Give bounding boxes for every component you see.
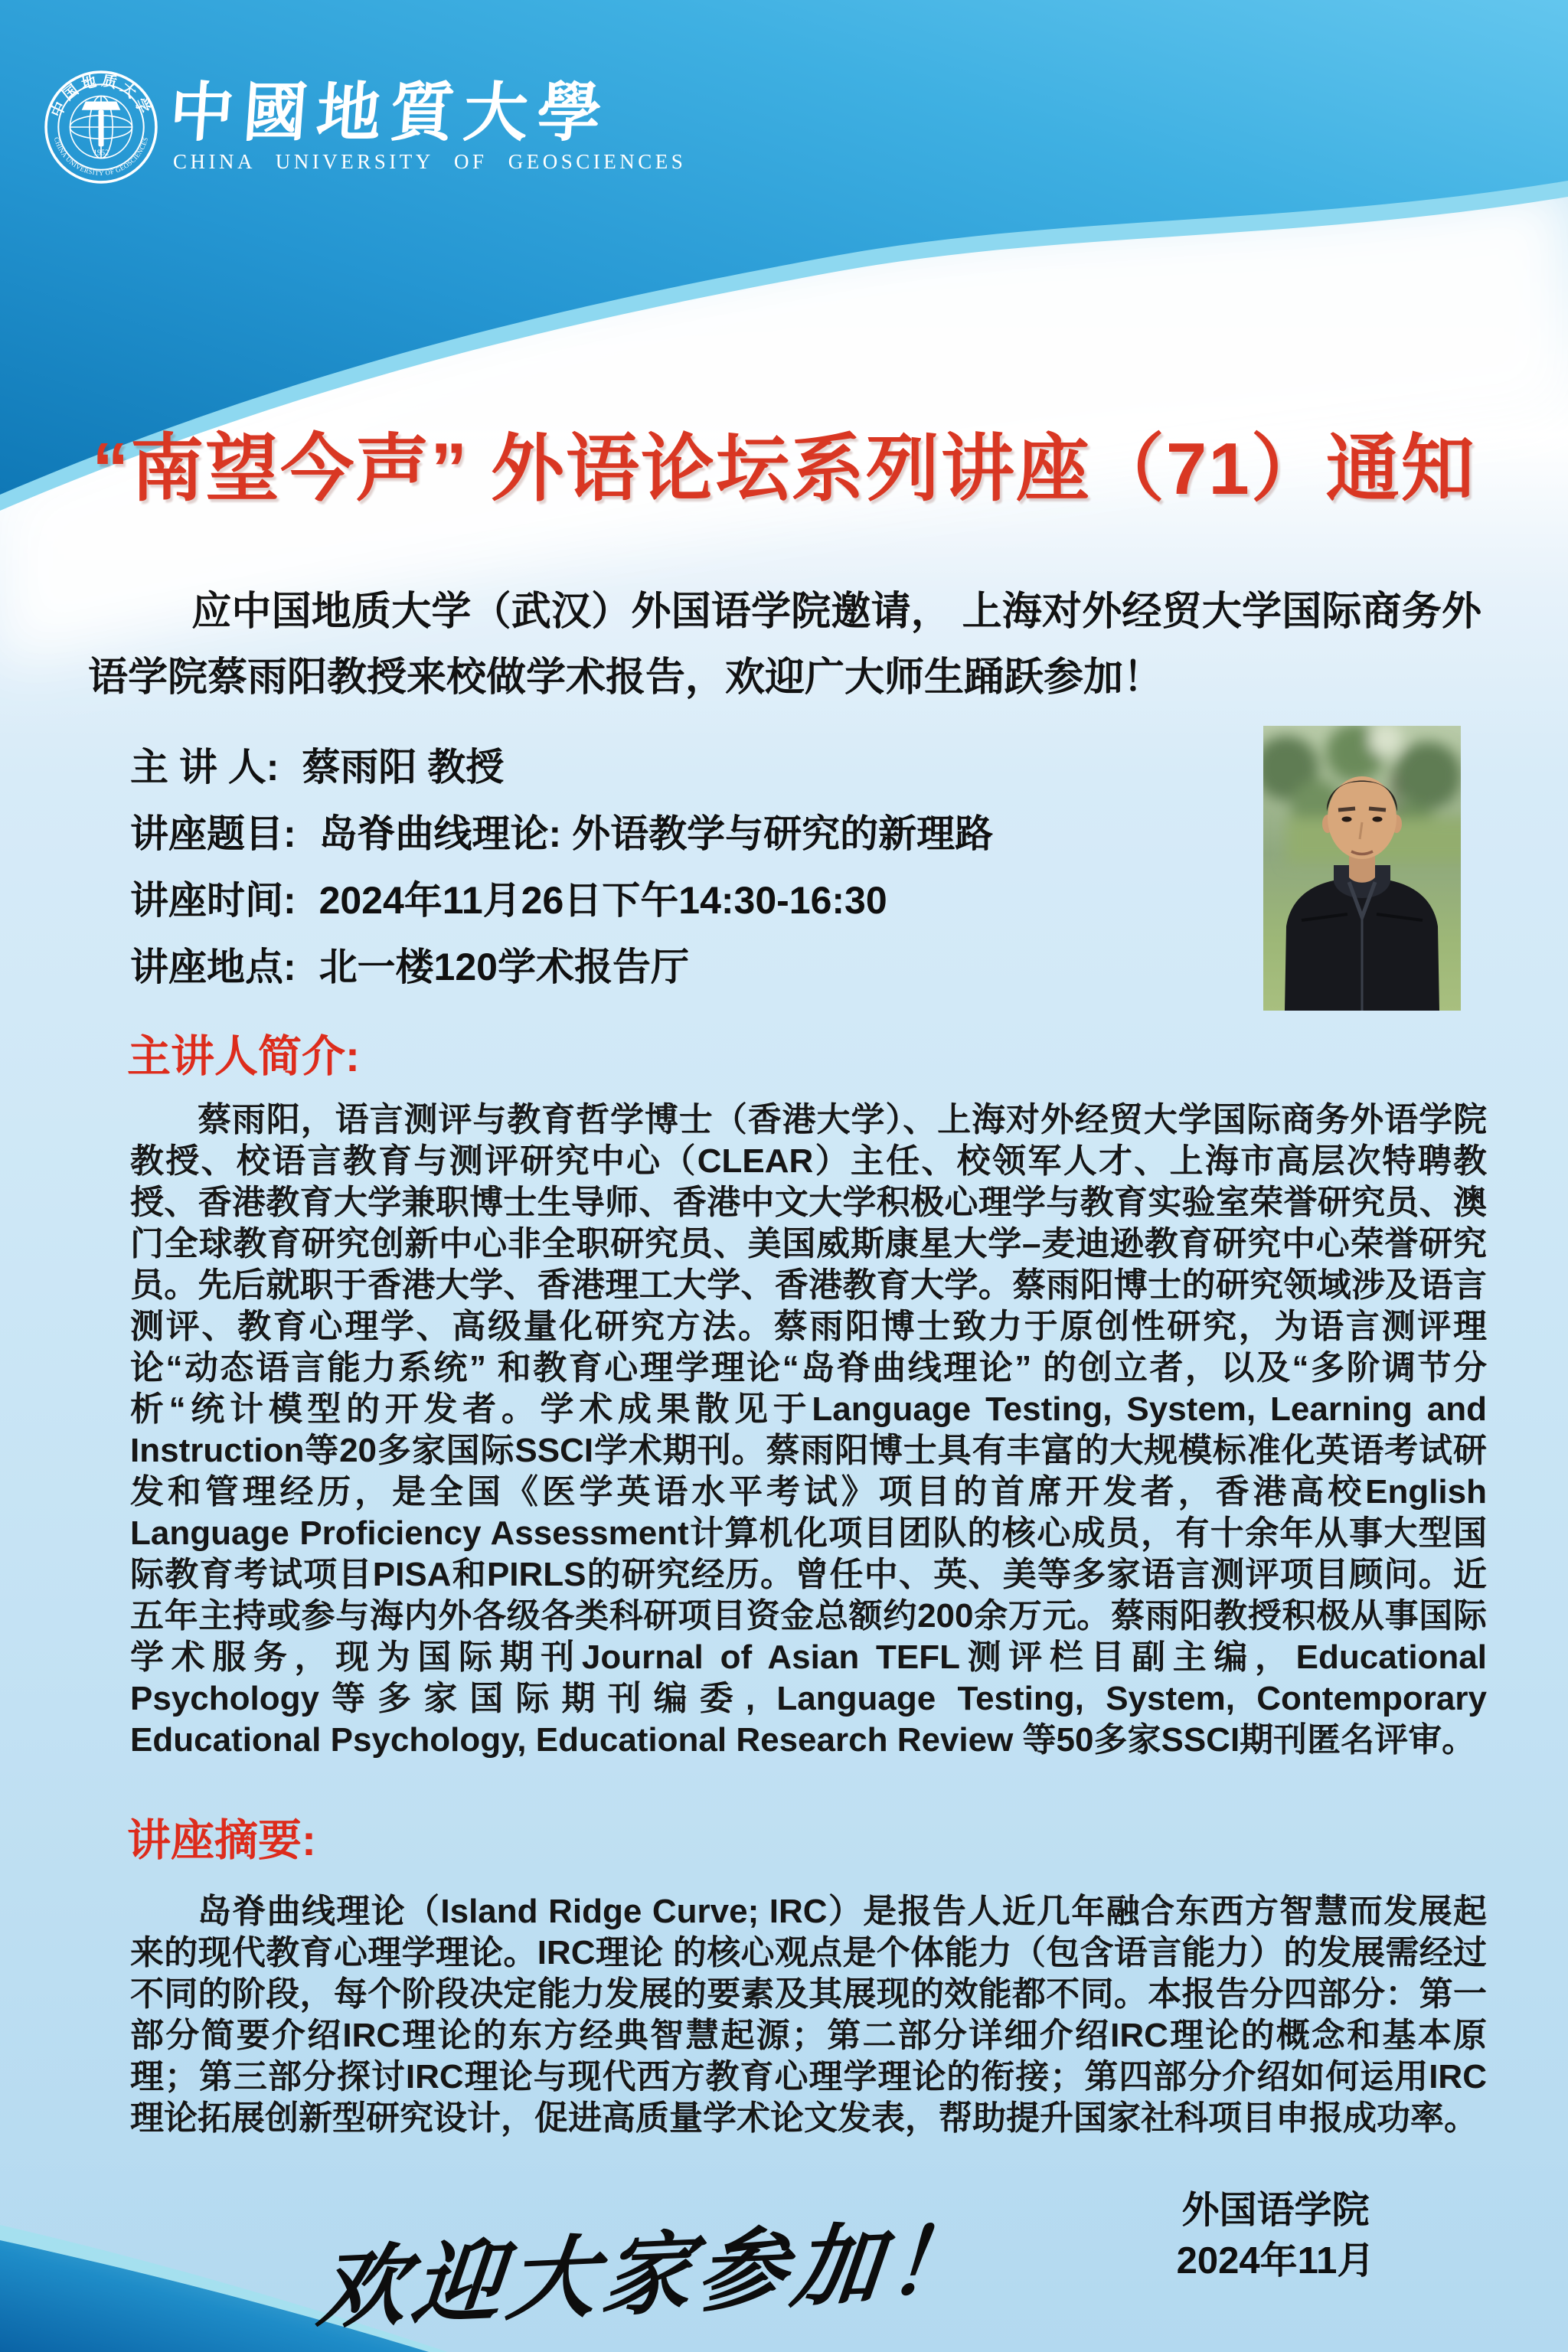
speaker-value: 蔡雨阳 教授	[302, 746, 505, 789]
university-name-en: CHINA UNIVERSITY OF GEOSCIENCES	[173, 150, 687, 173]
signature-date: 2024年11月	[1176, 2240, 1375, 2282]
topic-row	[130, 803, 993, 870]
speaker-photo	[1263, 726, 1461, 1011]
topic-label: 讲座题目:	[130, 812, 296, 855]
signature-org: 外国语学院	[1181, 2190, 1370, 2231]
logo-top-arc-text: 中国地质大学	[48, 73, 154, 120]
speaker-row	[130, 737, 993, 803]
bio-heading: 主讲人简介:	[127, 1032, 360, 1081]
university-logo	[43, 69, 159, 185]
venue-value: 北一楼120学术报告厅	[318, 946, 689, 988]
time-label: 讲座时间:	[130, 879, 296, 922]
topic-value: 岛脊曲线理论: 外语教学与研究的新理路	[318, 812, 994, 855]
signature-block	[1147, 2185, 1404, 2286]
logo-hammer-icon	[82, 102, 121, 147]
abstract-heading: 讲座摘要:	[127, 1816, 316, 1865]
lecture-info-list	[130, 737, 993, 1003]
venue-row	[130, 936, 993, 1003]
university-name-cn: 中國地質大學	[167, 74, 614, 150]
intro-paragraph: 应中国地质大学（武汉）外国语学院邀请， 上海对外经贸大学国际商务外语学院蔡雨阳教授来校做学术报告，欢迎广大师生踊跃参加！	[88, 590, 1481, 700]
time-value: 2024年11月26日下午14:30-16:30	[318, 879, 887, 922]
speaker-label: 主 讲 人:	[130, 746, 279, 789]
time-row	[130, 870, 993, 936]
venue-label: 讲座地点:	[130, 946, 296, 988]
logo-bottom-arc-text: CHINA UNIVERSITY OF GEOSCIENCES	[52, 136, 150, 177]
logo-year: 1952	[93, 149, 109, 158]
welcome-calligraphy: 欢迎大家参加！	[312, 2207, 988, 2342]
poster-title: “南望今声” 外语论坛系列讲座（71）通知	[92, 428, 1476, 510]
bio-paragraph: 蔡雨阳，语言测评与教育哲学博士（香港大学）、上海对外经贸大学国际商务外语学院教授、校语言教育与测评研究中心（CLEAR）主任、校领军人才、上海市高层次特聘教授、香港教育大学兼职博士生导师、香港中文大学积极心理学与教育实验室荣誉研究员、澳门全球教育研究创新中心非全职研究员、美国威斯康星大学–麦迪逊教育研究中心荣誉研究员。先后就职于香港大学、香港理工大学、香港教育大学。蔡雨阳博士的研究领域涉及语言测评、教育心理学、高级量化研究方法。蔡雨阳博士致力于原创性研究，为语言测评理论“动态语言能力系统” 和教育心理学理论“岛脊曲线理论” 的创立者，以及“多阶调节分析“统计模型的开发者。学术成果散见于Language Testing, System, Learning and Instruction等20多家国际SSCI学术期刊。蔡雨阳博士具有丰富的大规模标准化英语考试研发和管理经历，是全国《医学英语水平考试》项目的首席开发者，香港高校English Language Proficiency Assessment计算机化项目团队的核心成员，有十余年从事大型国际教育考试项目PISA和PIRLS的研究经历。曾任中、英、美等多家语言测评项目顾问。近五年主持或参与海内外各级各类科研项目资金总额约200余万元。蔡雨阳教授积极从事国际学术服务，现为国际期刊Journal of Asian TEFL测评栏目副主编，Educational Psychology等多家国际期刊编委, Language Testing, System, Contemporary Educational Psychology, Educational Research Review 等50多家SSCI期刊匿名评审。	[130, 1101, 1487, 1759]
abstract-paragraph: 岛脊曲线理论（Island Ridge Curve; IRC）是报告人近几年融合东西方智慧而发展起来的现代教育心理学理论。IRC理论 的核心观点是个体能力（包含语言能力）的发展需经过不同的阶段，每个阶段决定能力发展的要素及其展现的效能都不同。本报告分四部分：第一部分简要介绍IRC理论的东方经典智慧起源；第二部分详细介绍IRC理论的概念和基本原理；第三部分探讨IRC理论与现代西方教育心理学理论的衔接；第四部分介绍如何运用IRC理论拓展创新型研究设计，促进高质量学术论文发表，帮助提升国家社科项目申报成功率。	[130, 1893, 1487, 2137]
